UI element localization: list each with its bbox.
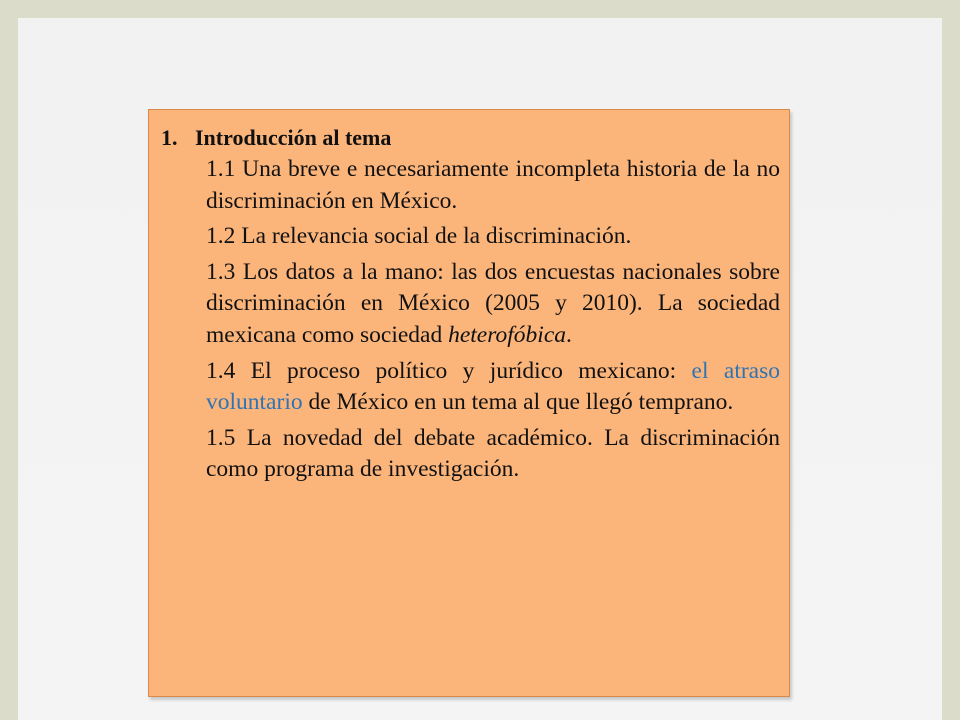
topic-list: [161, 154, 780, 486]
heading-number: 1.: [161, 125, 178, 150]
topic-item-1-4-text: 1.4 El proceso político y jurídico mexicano:: [206, 357, 692, 384]
topic-item-1-3-italic: heterofóbica: [448, 321, 566, 348]
section-heading: [161, 124, 780, 152]
atraso-voluntario-link[interactable]: el atraso voluntario: [206, 357, 780, 416]
topic-item-1-2: 1.2 La relevancia social de la discriminación.: [206, 223, 632, 250]
topic-item-1-4: [206, 356, 780, 419]
heading-title: Introducción al tema: [195, 125, 392, 150]
topic-item-1-5: 1.5 La novedad del debate académico. La discriminación como programa de investigación.: [206, 424, 780, 483]
content-box: [148, 109, 790, 697]
topic-item-1-3: [206, 257, 780, 352]
topic-item-1-4-end: de México en un tema al que llegó temprano.: [302, 389, 734, 416]
topic-item-1-1: 1.1 Una breve e necesariamente incompleta historia de la no discriminación en México.: [206, 156, 780, 214]
topic-item-1-3-end: .: [566, 321, 572, 348]
topic-item-1-3-text: 1.3 Los datos a la mano: las dos encuestas nacionales sobre discriminación en México (2005 y 2010). La sociedad mexicana como sociedad: [206, 258, 780, 348]
